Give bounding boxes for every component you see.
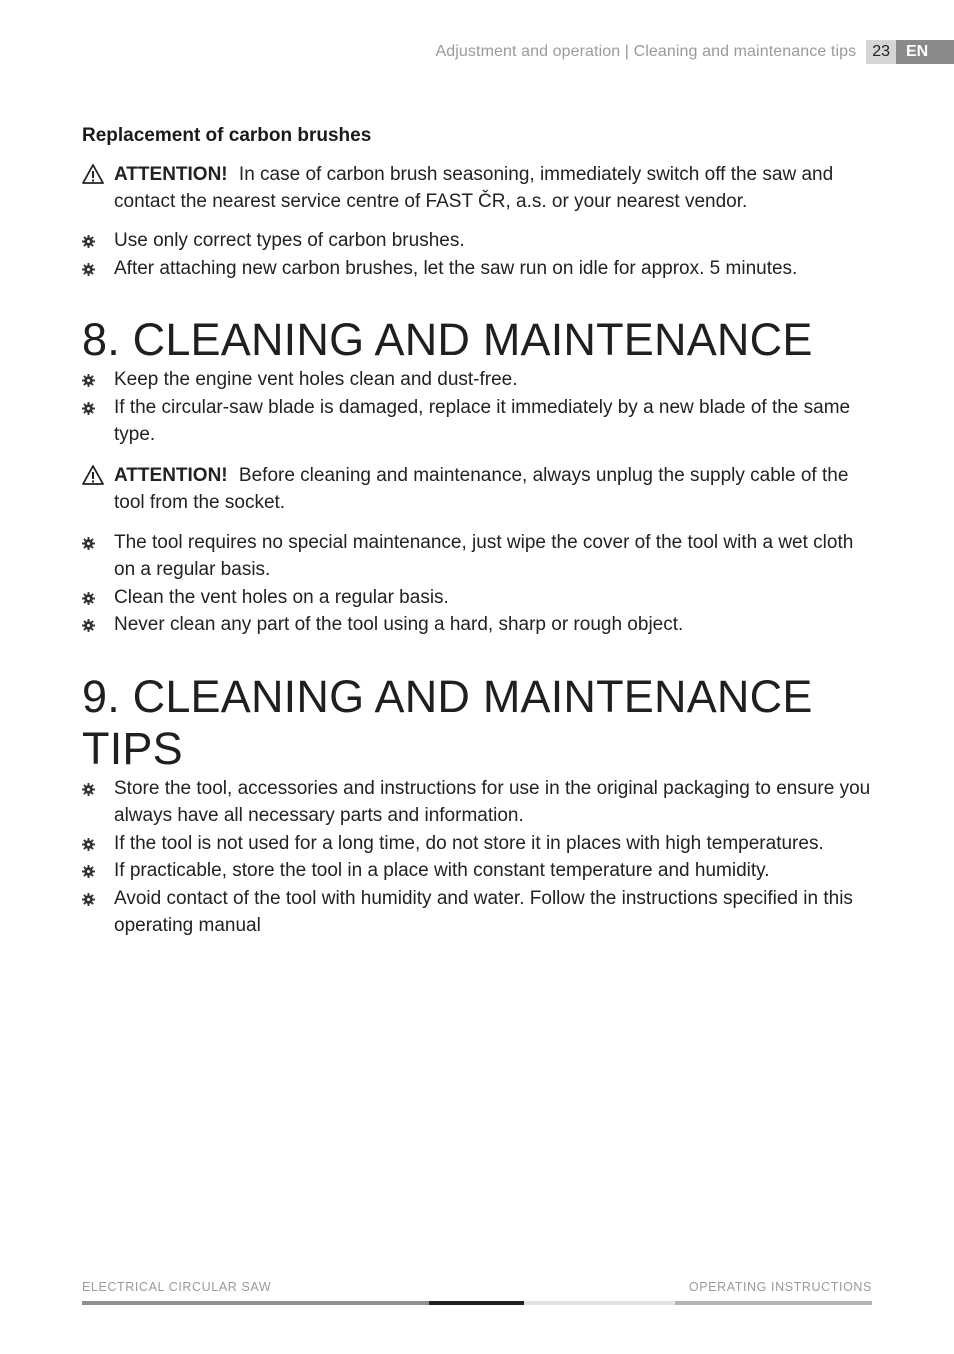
warning-triangle-icon: [82, 464, 104, 486]
gear-bullet-icon: [82, 893, 95, 906]
list-item: [82, 775, 872, 830]
section-9-heading: 9. CLEANING AND MAINTENANCE TIPS: [82, 670, 813, 774]
list-item: [82, 227, 872, 255]
footer-divider-bar: [82, 1301, 872, 1305]
carbon-brushes-heading: Replacement of carbon brushes: [82, 125, 372, 146]
warning-triangle-icon: [82, 163, 104, 185]
footer-bar-segment: [82, 1301, 429, 1305]
gear-bullet-icon: [82, 374, 95, 387]
carbon-brushes-attention: [82, 161, 872, 215]
section-8-heading: 8. CLEANING AND MAINTENANCE: [82, 314, 813, 365]
footer-bar-segment: [429, 1301, 524, 1305]
header-title: Adjustment and operation | Cleaning and maintenance tips: [435, 43, 857, 60]
section-9-list: [82, 775, 872, 940]
list-item-text: After attaching new carbon brushes, let the saw run on idle for approx. 5 minutes.: [114, 257, 798, 279]
page-number: 23: [866, 40, 896, 64]
list-item: [82, 584, 872, 612]
footer-product-name: ELECTRICAL CIRCULAR SAW: [82, 1280, 272, 1294]
carbon-brushes-list: [82, 227, 872, 282]
list-item-text: Use only correct types of carbon brushes.: [114, 230, 465, 251]
attention-text: Before cleaning and maintenance, always unplug the supply cable of the tool from the socket.: [114, 464, 849, 513]
list-item: [82, 830, 872, 858]
list-item-text: Keep the engine vent holes clean and dust-free.: [114, 369, 518, 390]
list-item: [82, 394, 872, 449]
gear-bullet-icon: [82, 263, 95, 276]
list-item-text: If the circular-saw blade is damaged, replace it immediately by a new blade of the same type.: [114, 396, 851, 445]
footer-bar-segment: [675, 1301, 872, 1305]
list-item: [82, 885, 872, 940]
footer-bar-segment: [524, 1301, 675, 1305]
page-content: [82, 120, 872, 940]
list-item-text: The tool requires no special maintenance, just wipe the cover of the tool with a wet cloth on a regular basis.: [114, 531, 854, 580]
section-8-list-top: [82, 366, 872, 449]
gear-bullet-icon: [82, 783, 95, 796]
list-item-text: Avoid contact of the tool with humidity and water. Follow the instructions specified in this operating manual: [114, 887, 853, 936]
attention-text: In case of carbon brush seasoning, immediately switch off the saw and contact the nearest service centre of FAST ČR, a.s. or your nearest vendor.: [114, 164, 834, 212]
attention-label: ATTENTION!: [114, 464, 228, 486]
language-badge: EN: [896, 40, 954, 64]
gear-bullet-icon: [82, 537, 95, 550]
list-item: [82, 255, 872, 283]
gear-bullet-icon: [82, 838, 95, 851]
gear-bullet-icon: [82, 619, 95, 632]
gear-bullet-icon: [82, 235, 95, 248]
list-item: [82, 366, 872, 394]
list-item: [82, 529, 872, 584]
list-item-text: If practicable, store the tool in a place with constant temperature and humidity.: [114, 860, 770, 881]
page-header: [436, 40, 954, 64]
list-item-text: If the tool is not used for a long time, do not store it in places with high temperatures.: [114, 832, 824, 854]
list-item-text: Never clean any part of the tool using a hard, sharp or rough object.: [114, 614, 684, 635]
list-item-text: Clean the vent holes on a regular basis.: [114, 586, 449, 608]
list-item: [82, 611, 872, 639]
attention-label: ATTENTION!: [114, 164, 228, 185]
gear-bullet-icon: [82, 402, 95, 415]
gear-bullet-icon: [82, 865, 95, 878]
footer-document-type: OPERATING INSTRUCTIONS: [688, 1280, 872, 1294]
list-item-text: Store the tool, accessories and instructions for use in the original packaging to ensure you always have all necessary parts and information.: [114, 777, 871, 826]
section-8-list-bottom: [82, 529, 872, 639]
list-item: [82, 857, 872, 885]
section-8-attention: [82, 462, 872, 516]
gear-bullet-icon: [82, 592, 95, 605]
